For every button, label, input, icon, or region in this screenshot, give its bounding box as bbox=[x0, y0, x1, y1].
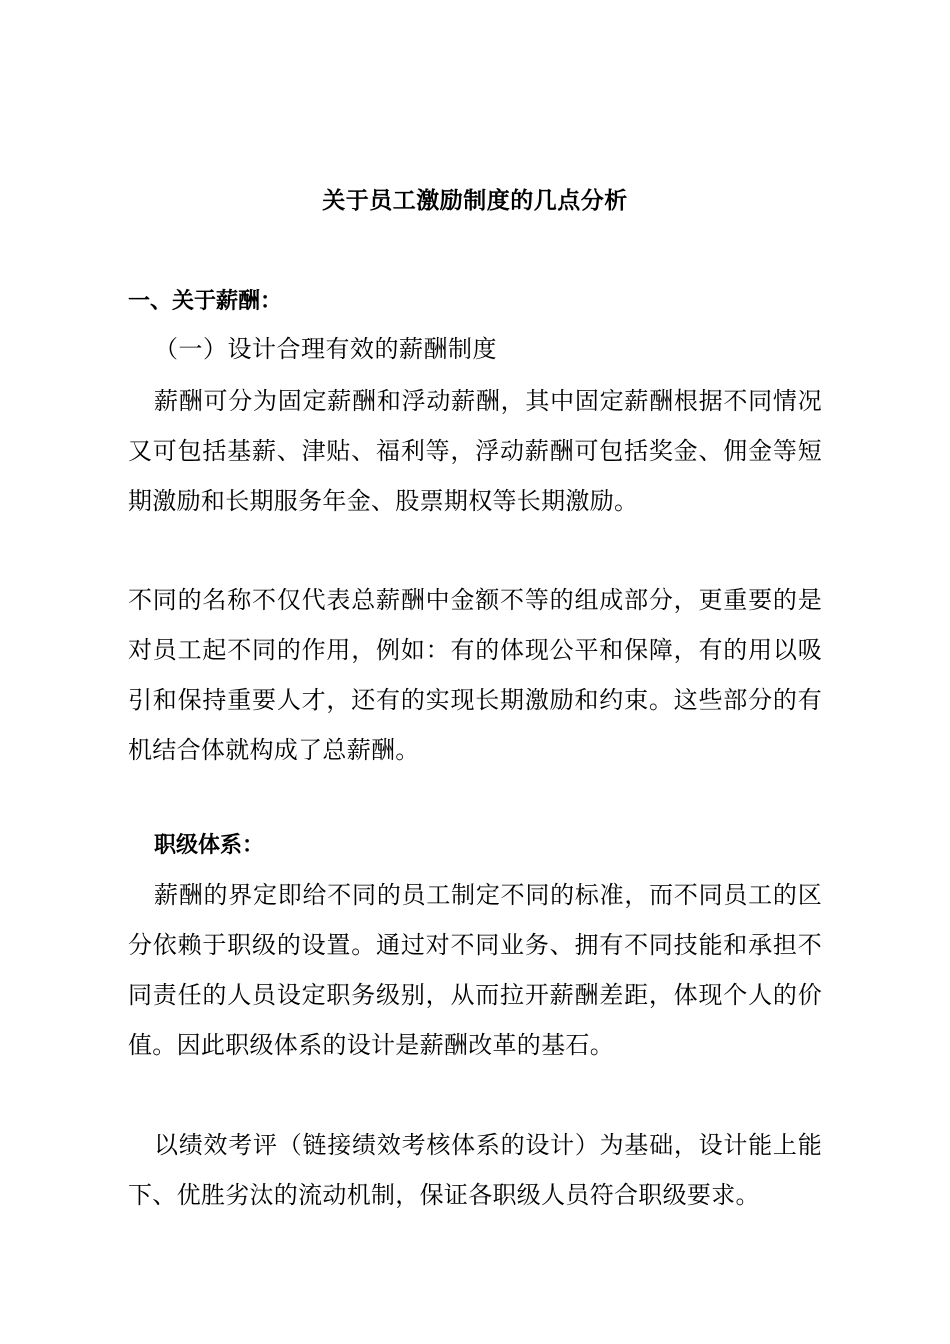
section-heading-salary: 一、关于薪酬： bbox=[128, 289, 283, 314]
paragraph-performance-mechanism: 以绩效考评（链接绩效考核体系的设计）为基础，设计能上能下、优胜劣汰的流动机制，保证各职级人员符合职级要求。 bbox=[128, 1131, 822, 1209]
document-title: 关于员工激励制度的几点分析 bbox=[322, 188, 628, 214]
paragraph-salary-components: 不同的名称不仅代表总薪酬中金额不等的组成部分，更重要的是对员工起不同的作用，例如：有的体现公平和保障，有的用以吸引和保持重要人才，还有的实现长期激励和约束。这些部分的有机结合体就构成了总薪酬。 bbox=[128, 586, 822, 764]
subsection-heading: （一）设计合理有效的薪酬制度 bbox=[154, 335, 497, 363]
paragraph-salary-types: 薪酬可分为固定薪酬和浮动薪酬，其中固定薪酬根据不同情况又可包括基薪、津贴、福利等，浮动薪酬可包括奖金、佣金等短期激励和长期服务年金、股票期权等长期激励。 bbox=[128, 387, 822, 515]
section-heading-grade-system: 职级体系： bbox=[154, 833, 265, 858]
paragraph-grade-system: 薪酬的界定即给不同的员工制定不同的标准，而不同员工的区分依赖于职级的设置。通过对不同业务、拥有不同技能和承担不同责任的人员设定职务级别，从而拉开薪酬差距，体现个人的价值。因此职级体系的设计是薪酬改革的基石。 bbox=[128, 881, 822, 1059]
